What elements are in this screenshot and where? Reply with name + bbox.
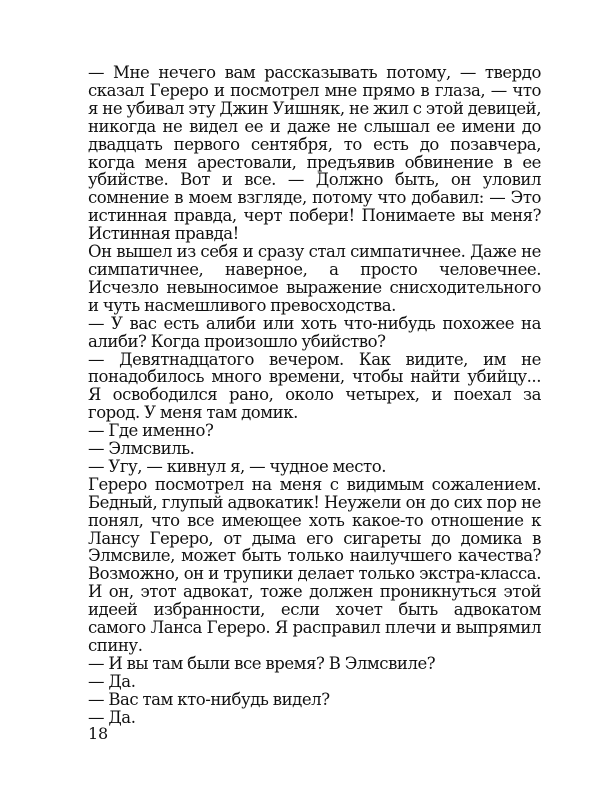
paragraph-narration-1: Он вышел из себя и сразу стал симпатичнее. Даже не симпатичнее, наверное, а просто человечнее. Исчезло невыносимое выражение снисходительного и чуть насмешливого превосходства. [88,242,541,315]
paragraph-dialogue-4: — Где именно? [88,421,214,441]
paragraph-dialogue-2: — У вас есть алиби или хоть что-нибудь похожее на алиби? Когда произошло убийство? [88,313,541,351]
paragraph-narration-2: Гереро посмотрел на меня с видимым сожалением. Бедный, глупый адвокатик! Неужели он до сих пор не понял, что все имеющее хоть какое-то отношение к Лансу Гереро, от дыма его сигареты до домика в Элмсвиле, может быть только наилучшего качества? Возможно, он и трупики делает только экстра-класса. И он, этот адвокат, тоже должен проникнуться этой идеей избранности, если хочет быть адвокатом самого Ланса Гереро. Я расправил плечи и выпрямил спину. [88,474,541,655]
paragraph-dialogue-9: — Вас там кто-нибудь видел? [88,689,330,709]
paragraph-dialogue-10: — Да. [88,707,136,727]
book-page-text [88,64,541,727]
paragraph-dialogue-3: — Девятнадцатого вечером. Как видите, им не понадобилось много времени, чтобы найти убийцу... Я освободился рано, около четырех, и поехал за город. У меня там домик. [88,349,541,423]
paragraph-dialogue-6: — Угу, — кивнул я, — чудное место. [88,456,386,476]
paragraph-dialogue-5: — Элмсвиль. [88,439,195,459]
paragraph-dialogue-8: — Да. [88,671,136,691]
paragraph-dialogue-1: — Мне нечего вам рассказывать потому, — твердо сказал Гереро и посмотрел мне прямо в глаза, — что я не убивал эту Джин Уишняк, не жил с этой девицей, никогда не видел ее и даже не слышал ее имени до двадцать первого сентября, то есть до позавчера, когда меня арестовали, предъявив обвинение в ее убийстве. Вот и все. — Должно быть, он уловил сомнение в моем взгляде, потому что добавил: — Это истинная правда, черт побери! Понимаете вы меня? Истинная правда! [88,63,541,244]
paragraph-dialogue-7: — И вы там были все время? В Элмсвиле? [88,653,436,673]
page-number: 18 [88,724,108,743]
